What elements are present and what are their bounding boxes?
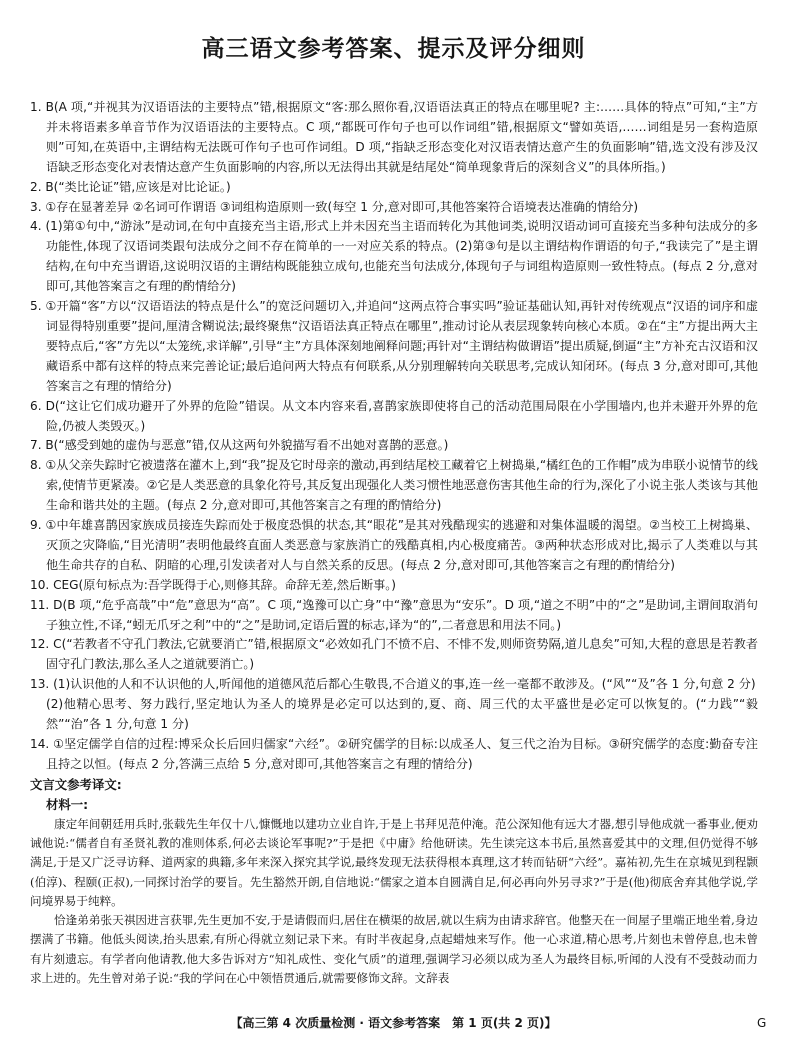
translation-paragraph: 恰逢弟弟张天祺因进言获罪,先生更加不安,于是请假而归,居住在横渠的故居,就以生病为由请求辞官。他整天在一间屋子里端正地坐着,身边摆满了书籍。他低头阅读,抬头思索,有所心得就立刻记录下来。有时半夜起身,点起蜡烛来写作。他一心求道,精心思考,片刻也未曾停息,也未曾有片刻遗忘。有学者向他请教,他大多告诉对方“知礼成性、变化气质”的道理,强调学习必须以成为圣人为最终目标,听闻的人没有不受鼓动而力求上进的。先生曾对弟子说:“我的学问在心中领悟贯通后,就需要修饰文辞。文辞表 <box>30 913 758 985</box>
answer-item-13-part2: (2)他精心思考、努力践行,坚定地认为圣人的境界是必定可以达到的,夏、商、周三代的太平盛世是必定可以恢复的。(“力践”“毅然”“治”各 1 分,句意 1 分) <box>46 697 758 732</box>
translation-paragraph: 康定年间朝廷用兵时,张载先生年仅十八,慷慨地以建功立业自许,于是上书拜见范仲淹。范公深知他有远大才器,想引导他成就一番事业,便劝诫他说:“儒者自有圣贤礼教的准则体系,何必去谈论军事呢?”于是把《中庸》给他研读。先生读完这本书后,虽然喜爱其中的文理,但仍觉得不够满足,于是又广泛寻访释、道两家的典籍,多年来深入探究其学说,最终发现无法获得根本真理,这才转而钻研“六经”。嘉祐初,先生在京城见到程颢(伯淳)、程颐(正叔),一同探讨治学的要旨。先生豁然开朗,自信地说:“儒家之道本自圆满自足,何必再向外另寻求?”于是(他)彻底舍弃其他学说,学问境界易于纯粹。 <box>30 816 758 908</box>
answer-item-5: 5. ①开篇“客”方以“汉语语法的特点是什么”的宽泛问题切入,并追问“这两点符合事实吗”验证基础认知,再针对传统观点“汉语的词序和虚词显得特别重要”提问,厘清含糊说法;最终聚焦“汉语语法真正特点在哪里”,推动讨论从表层现象转向核心本质。②在“主”方提出两大主要特点后,“客”方先以“太笼统,求详解”,引导“主”方具体深刻地阐释问题;再针对“主谓结构做谓语”提出质疑,倒逼“主”方补充古汉语和汉藏语系中都有这样的特点来完善论证;最后追问两大特点有何联系,从分别理解转向关联思考,完成认知闭环。(每点 3 分,意对即可,其他答案言之有理的情给分) <box>30 299 758 393</box>
answer-item-13-part1: 13. (1)认识他的人和不认识他的人,听闻他的道德风范后都心生敬畏,不合道义的事,连一丝一毫都不敢涉及。(“风”“及”各 1 分,句意 2 分) <box>30 677 756 692</box>
answer-item-1: 1. B(A 项,“并视其为汉语语法的主要特点”错,根据原文“客:那么照你看,汉语语法真正的特点在哪里呢? 主:……具体的特点”可知,“主”方并未将语素多单音节作为汉语语法的主要特点。C 项,“都既可作句子也可以作词组”错,根据原文“譬如英语,……词组是另一套构造原则”可知,在英语中,主谓结构无法既可作句子也可作词组。D 项,“指缺乏形态变化对汉语表情达意产生的负面影响”错,选文没有涉及汉语缺乏形态变化对表情达意产生负面影响的内容,所以无法得出其就是结尾处“简单现象背后的深刻含义”的具体所指。) <box>30 100 758 174</box>
answer-item-6: 6. D(“这让它们成功避开了外界的危险”错误。从文本内容来看,喜鹊家族即使将自己的活动范围局限在小学围墙内,也并未避开外界的危险,仍被人类毁灭。) <box>30 398 758 433</box>
answer-item-9: 9. ①中年雄喜鹊因家族成员接连失踪而处于极度恐惧的状态,其“眼花”是其对残酷现实的逃避和对集体温暖的渴望。②当校工上树捣巢、灭顶之灾降临,“目光清明”表明他最终直面人类恶意与家族消亡的残酷真相,内心极度痛苦。③两种状态形成对比,揭示了人类难以与其他生命共存的自私、阴暗的心理,引发读者对人与自然关系的反思。(每点 2 分,意对即可,其他答案言之有理的酌情给分) <box>30 518 758 572</box>
answer-item-10: 10. CEG(原句标点为:吾学既得于心,则修其辞。命辞无差,然后断事。) <box>30 577 397 592</box>
page-footer: 【高三第 4 次质量检测 · 语文参考答案 第 1 页(共 2 页)】 <box>230 1016 557 1030</box>
answer-item-8: 8. ①从父亲失踪时它被遗落在灌木上,到“我”捉及它时母亲的激动,再到结尾校工藏着它上树捣巢,“橘红色的工作帽”成为串联小说情节的线索,使情节更紧凑。②它是人类恶意的具象化符号,其反复出现强化人类习惯性地恶意伤害其他生命的行为,深化了小说主张人类该与其他生命和谐共处的主题。(每点 2 分,意对即可,其他答案言之有理的酌情给分) <box>30 458 758 513</box>
answer-item-12: 12. C(“若教者不守孔门教法,它就要消亡”错,根据原文“必效如孔门不愤不启、不悱不发,则师资势隔,道儿息矣”可知,大程的意思是若教者固守孔门教法,那么圣人之道就要消亡。) <box>30 637 758 672</box>
answer-item-14: 14. ①坚定儒学自信的过程:博采众长后回归儒家“六经”。②研究儒学的目标:以成圣人、复三代之治为目标。③研究儒学的态度:勤奋专注且持之以恒。(每点 2 分,答满三点给 5 分,意对即可,其他答案言之有理的情给分) <box>30 737 758 771</box>
footer-code: G <box>757 1016 767 1030</box>
answer-item-4: 4. (1)第①句中,“游泳”是动词,在句中直接充当主语,形式上并未因充当主语而转化为其他词类,说明汉语动词可直接充当多种句法成分的多功能性,体现了汉语词类跟句法成分之间不存在简单的一一对应关系的特点。(2)第③句是以主谓结构作谓语的句子,“我读完了”是主谓结构,在句中充当谓语,这说明汉语的主谓结构既能独立成句,也能充当句法成分,体现句子与词组构造原则一致性特点。(每点 2 分,意对即可,其他答案言之有理的酌情给分) <box>30 219 758 294</box>
answer-item-3: 3. ①存在显著差异 ②名词可作谓语 ③词组构造原则一致(每空 1 分,意对即可,其他答案符合语境表达准确的情给分) <box>30 199 639 214</box>
translation-heading: 文言文参考译文: <box>30 776 122 792</box>
answer-body <box>30 98 758 988</box>
answer-item-7: 7. B(“感受到她的虚伪与恶意”错,仅从这两句外貌描写看不出她对喜鹊的恶意。) <box>30 438 449 453</box>
answer-item-2: 2. B(“类比论证”错,应该是对比论证。) <box>30 179 231 194</box>
material-heading: 材料一: <box>46 796 89 812</box>
answer-item-11: 11. D(B 项,“危乎高哉”中“危”意思为“高”。C 项,“逸豫可以亡身”中“豫”意思为“安乐”。D 项,“道之不明”中的“之”是助词,主谓间取消句子独立性,不译,“蚓无爪牙之利”中的“之”是助词,定语后置的标志,译为“的”,二者意思和用法不同。) <box>30 597 758 632</box>
page-title: 高三语文参考答案、提示及评分细则 <box>201 36 586 62</box>
